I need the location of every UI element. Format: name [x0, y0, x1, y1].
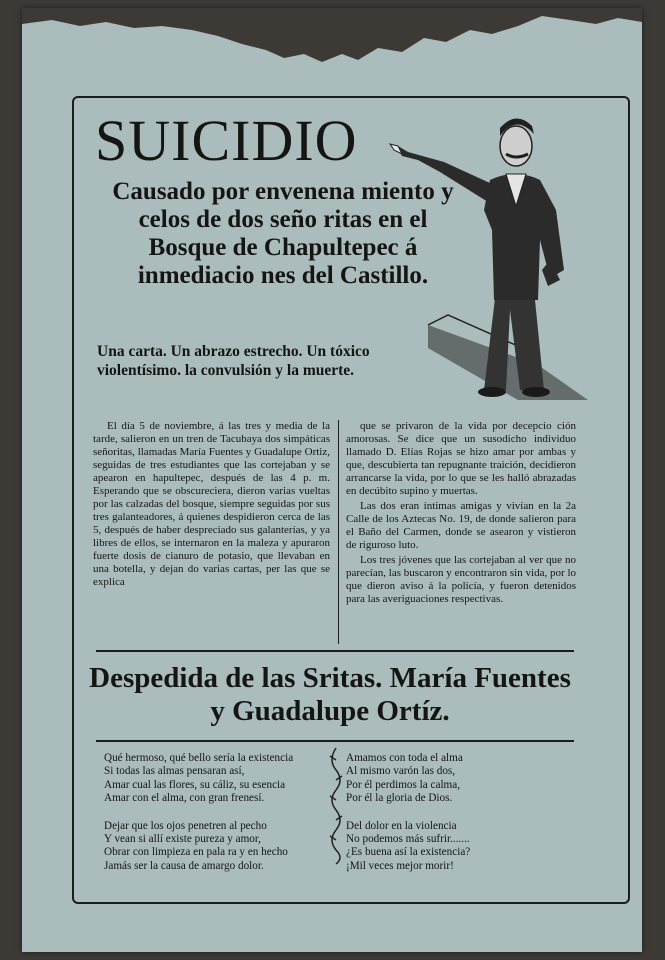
article-paragraph: Las dos eran íntimas amigas y vivían en la 2a Calle de los Aztecas No. 19, de donde salieron para el Baño del Carmen, donde se asearon y vistieron de riguroso luto.	[346, 500, 576, 551]
headline-subheading: Una carta. Un abrazo estrecho. Un tóxico violentísimo. la convulsión y la muerte.	[97, 343, 370, 379]
torn-top-edge	[22, 8, 642, 68]
poem-line: Y vean si allí existe pureza y amor,	[104, 833, 261, 846]
poem-stanza	[104, 820, 332, 874]
poem-line: Jamás ser la causa de amargo dolor.	[104, 859, 264, 872]
column-divider	[338, 420, 339, 644]
poem-stanza	[104, 752, 332, 806]
poem-line: Obrar con limpieza en pala ra y en hecho	[104, 846, 288, 859]
headline-title: SUICIDIO	[95, 108, 358, 173]
article-paragraph: El día 5 de noviembre, á las tres y media de la tarde, salieron en un tren de Tacubaya dos simpáticas señoritas, llamadas María Fuentes y Guadalupe Ortiz, seguidas de tres estudiantes que las cortejaban y se apearon en hapultepec, después de las 4 p. m. Esperando que se obscureciera, dieron varias vueltas por las calzadas del bosque, siempre seguidas por sus tres galanteadores, á quienes despidieron cerca de las 5, después de haber despreciado sus galanterías, y ya libres de ellos, se internaron en la maleza y apuraron fuerte dosis de cianuro de potasio, que llevaban en una botella, y dejan do varias cartas, per las que se explica	[93, 420, 330, 588]
article-column-left	[93, 420, 330, 591]
article-paragraph: Los tres jóvenes que las cortejaban al ver que no parecían, las buscaron y encontraron sin vida, por lo que dieron aviso á la policía, y fueron detenidos para las averiguaciones respectivas.	[346, 554, 576, 605]
poem-line: Del dolor en la violencia	[346, 819, 457, 832]
article-paragraph: que se privaron de la vida por decepcio ción amorosas. Se dice que un susodicho individuo llamado D. Elías Rojas se hizo amar por ambas y que, descubierta tan repugnante traición, decidieron arrancarse la vida, por lo que se les halló abrazadas en decúbito supino y muertas.	[346, 420, 576, 497]
poem-title: Despedida de las Sritas. María Fuentes y Guadalupe Ortíz.	[89, 662, 571, 727]
poem-line: Amar con el alma, con gran frenesí.	[104, 792, 265, 805]
poem-column-left	[104, 752, 332, 887]
poem-line: Qué hermoso, qué bello sería la existencia	[104, 752, 294, 764]
poem-line: Amar cual las flores, su cáliz, su esencia	[104, 778, 286, 791]
poem-line: Al mismo varón las dos,	[346, 765, 456, 778]
poem-line: ¡Mil veces mejor morir!	[346, 859, 454, 872]
poem-column-right	[346, 752, 526, 887]
section-divider	[96, 740, 574, 742]
article-column-right	[346, 420, 576, 608]
poem-line: Por él perdimos la calma,	[346, 778, 461, 791]
poem-stanza	[346, 752, 526, 806]
pointing-man-illustration	[388, 110, 588, 410]
vine-ornament-divider	[326, 746, 346, 866]
poem-line: Dejar que los ojos penetren al pecho	[104, 819, 267, 832]
poem-line: Si todas las almas pensaran así,	[104, 765, 245, 778]
poem-line: ¿Es buena así la existencia?	[346, 846, 471, 859]
headline-subtitle: Causado por envenena miento y celos de dos seño ritas en el Bosque de Chapultepec á inmediacio nes del Castillo.	[112, 178, 454, 289]
section-divider	[96, 650, 574, 652]
poem-line: Por él la gloria de Dios.	[346, 792, 453, 805]
poem-stanza	[346, 820, 526, 874]
poem-line: Amamos con toda el alma	[346, 752, 463, 764]
poem-line: No podemos más sufrir.......	[346, 833, 470, 846]
